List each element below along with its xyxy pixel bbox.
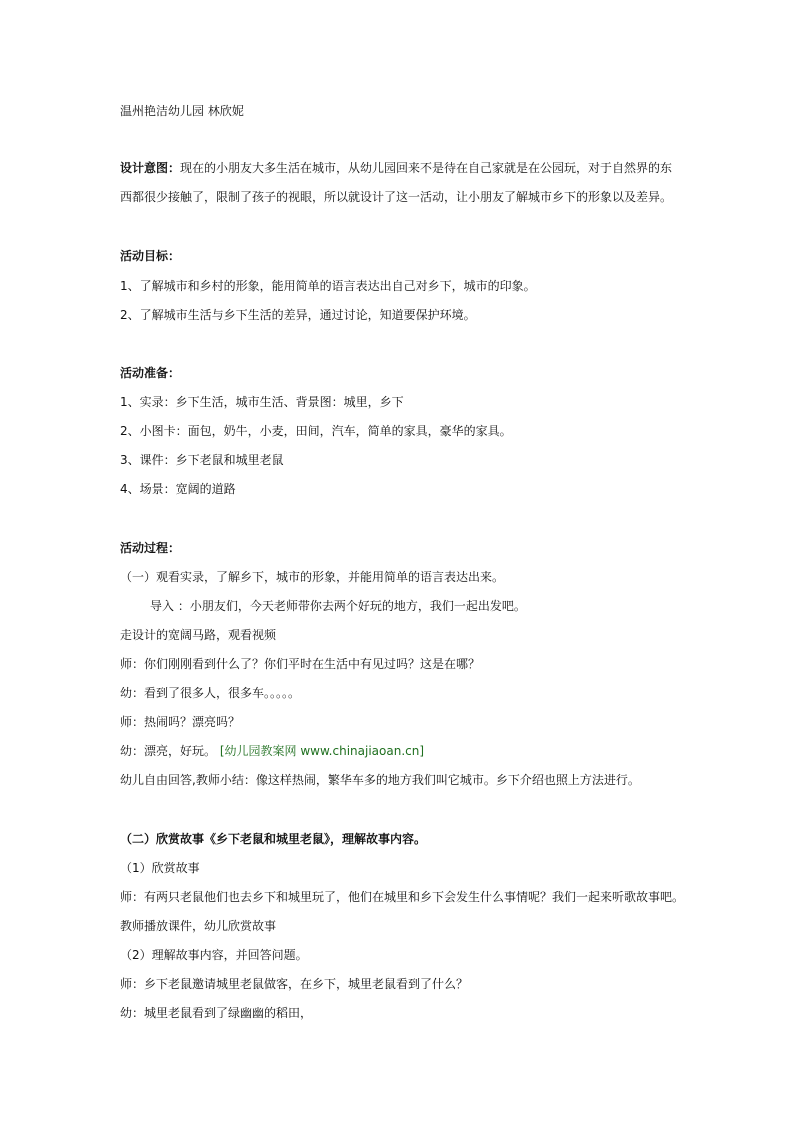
process-line: 教师播放课件，幼儿欣赏故事 xyxy=(120,919,277,933)
process-line: 师：热闹吗？漂亮吗？ xyxy=(120,715,241,729)
process-line: 师：乡下老鼠邀请城里老鼠做客，在乡下，城里老鼠看到了什么？ xyxy=(120,977,469,991)
process-reply: 幼：漂亮，好玩。 xyxy=(120,744,217,758)
process-intro: 导入 ：小朋友们，今天老师带你去两个好玩的地方，我们一起出发吧。 xyxy=(150,599,526,613)
process-line: （2）理解故事内容，并回答问题。 xyxy=(120,948,308,962)
process-title: 活动过程： xyxy=(120,541,181,555)
process-line: 幼：看到了很多人，很多车。。。。。 xyxy=(120,686,301,700)
prep-item: 1、实录：乡下生活，城市生活、背景图：城里，乡下 xyxy=(120,395,404,409)
goal-item: 2、了解城市生活与乡下生活的差异，通过讨论，知道要保护环境。 xyxy=(120,308,476,322)
process-line: 幼：城里老鼠看到了绿幽幽的稻田， xyxy=(120,1006,313,1020)
design-intent-label: 设计意图： xyxy=(120,161,181,175)
prep-title: 活动准备： xyxy=(120,366,181,380)
process-part2-heading: （二）欣赏故事《乡下老鼠和城里老鼠》，理解故事内容。 xyxy=(120,832,427,846)
process-line: 师：你们刚刚看到什么了？你们平时在生活中有见过吗？这是在哪？ xyxy=(120,657,481,671)
prep-item: 3、课件：乡下老鼠和城里老鼠 xyxy=(120,453,284,467)
source-link[interactable]: [幼儿园教案网 www.chinajiaoan.cn] xyxy=(219,744,425,758)
process-line: （1）欣赏故事 xyxy=(120,861,200,875)
prep-item: 2、小图卡：面包，奶牛，小麦，田间，汽车，简单的家具，豪华的家具。 xyxy=(120,424,512,438)
goal-item: 1、了解城市和乡村的形象，能用简单的语言表达出自己对乡下，城市的印象。 xyxy=(120,279,536,293)
design-intent-paragraph xyxy=(120,154,680,212)
process-line: 师：有两只老鼠他们也去乡下和城里玩了，他们在城里和乡下会发生什么事情呢？我们一起来听歌故事吧。 xyxy=(120,890,685,904)
process-part1-heading: （一）观看实录，了解乡下，城市的形象，并能用简单的语言表达出来。 xyxy=(120,570,505,584)
design-intent-text: 现在的小朋友大多生活在城市，从幼儿园回来不是待在自己家就是在公园玩，对于自然界的东西都很少接触了，限制了孩子的视眼，所以就设计了这一活动，让小朋友了解城市乡下的形象以及差异。 xyxy=(120,161,673,204)
process-summary: 幼儿自由回答,教师小结：像这样热闹，繁华车多的地方我们叫它城市。乡下介绍也照上方法进行。 xyxy=(120,773,640,787)
author-line: 温州艳洁幼儿园 林欣妮 xyxy=(120,104,244,118)
process-line: 走设计的宽阔马路，观看视频 xyxy=(120,628,277,642)
process-reply-line xyxy=(120,743,424,759)
prep-item: 4、场景：宽阔的道路 xyxy=(120,482,236,496)
goals-title: 活动目标： xyxy=(120,249,181,263)
